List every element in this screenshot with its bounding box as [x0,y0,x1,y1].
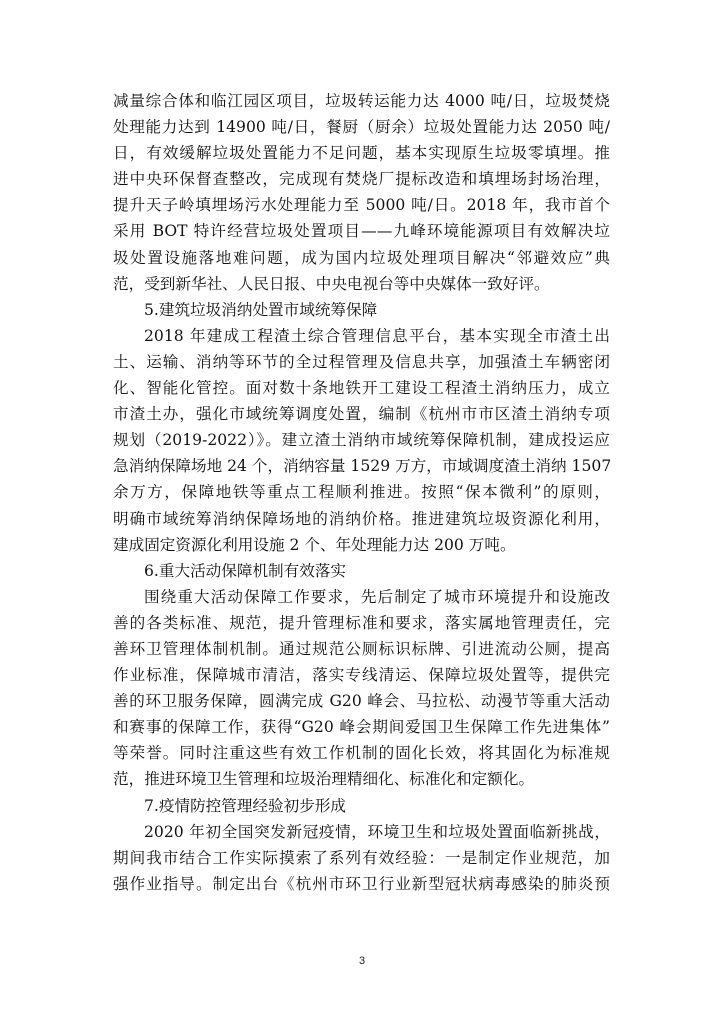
body-text-line: 等荣誉。同时注重这些有效工作机制的固化长效，将其固化为标准规 [113,744,610,763]
body-text-line: 圾处置设施落地难问题，成为国内垃圾处理项目解决“邻避效应”典 [113,248,610,267]
page-number: 3 [358,955,366,967]
body-text-line: 减量综合体和临江园区项目，垃圾转运能力达 4000 吨/日，垃圾焚烧 [113,92,610,110]
paragraph-first-line: 围绕重大活动保障工作要求，先后制定了城市环境提升和设施改 [144,587,610,606]
section-heading: 5.建筑垃圾消纳处置市域统筹保障 [144,300,378,319]
section-heading: 7.疫情防控管理经验初步形成 [144,796,347,815]
body-text-line: 作业标准，保障城市清洁，落实专线清运、保障垃圾处置等，提供完 [113,666,610,685]
paragraph-last-line: 建成固定资源化利用设施 2 个、年处理能力达 200 万吨。 [113,535,516,554]
section-heading: 6.重大活动保障机制有效落实 [144,561,347,580]
paragraph-last-line: 范，受到新华社、人民日报、中央电视台等中央媒体一致好评。 [113,274,550,293]
body-text-line: 善的各类标准、规范，提升管理标准和要求，落实属地管理责任，完 [113,613,610,632]
body-text-line: 化、智能化管控。面对数十条地铁开工建设工程渣土消纳压力，成立 [113,379,610,398]
body-text-line: 处理能力达到 14900 吨/日，餐厨（厨余）垃圾处置能力达 2050 吨/ [113,118,610,137]
body-text-line: 善环卫管理体制机制。通过规范公厕标识标牌、引进流动公厕，提高 [113,639,610,658]
body-text-line: 采用 BOT 特许经营垃圾处置项目——九峰环境能源项目有效解决垃 [113,222,610,241]
body-text-line: 强作业指导。制定出台《杭州市环卫行业新型冠状病毒感染的肺炎预 [113,874,610,893]
document-body [113,88,610,897]
body-text-line: 提升天子岭填埋场污水处理能力至 5000 吨/日。2018 年，我市首个 [113,196,610,215]
body-text-line: 日，有效缓解垃圾处置能力不足问题，基本实现原生垃圾零填埋。推 [113,144,610,163]
body-text-line: 和赛事的保障工作，获得“G20 峰会期间爱国卫生保障工作先进集体” [113,718,610,737]
body-text-line: 进中央环保督查整改，完成现有焚烧厂提标改造和填埋场封场治理， [113,170,610,189]
body-text-line: 市渣土办，强化市域统筹调度处置，编制《杭州市市区渣土消纳专项 [113,405,610,424]
paragraph-first-line: 2020 年初全国突发新冠疫情，环境卫生和垃圾处置面临新挑战， [144,822,610,841]
body-text-line: 善的环卫服务保障，圆满完成 G20 峰会、马拉松、动漫节等重大活动 [113,692,610,711]
body-text-line: 土、运输、消纳等环节的全过程管理及信息共享，加强渣土车辆密闭 [113,352,610,371]
body-text-line: 规划（2019-2022）》。建立渣土消纳市域统筹保障机制，建成投运应 [113,431,610,450]
body-text-line: 余万方，保障地铁等重点工程顺利推进。按照“保本微利”的原则， [113,483,610,502]
paragraph-last-line: 范，推进环境卫生管理和垃圾治理精细化、标准化和定额化。 [113,770,535,789]
body-text-line: 急消纳保障场地 24 个，消纳容量 1529 万方，市域调度渣土消纳 1507 [113,457,612,476]
paragraph-first-line: 2018 年建成工程渣土综合管理信息平台，基本实现全市渣土出 [144,326,610,345]
body-text-line: 期间我市结合工作实际摸索了系列有效经验：一是制定作业规范，加 [113,848,610,867]
body-text-line: 明确市域统筹消纳保障场地的消纳价格。推进建筑垃圾资源化利用， [113,509,610,528]
